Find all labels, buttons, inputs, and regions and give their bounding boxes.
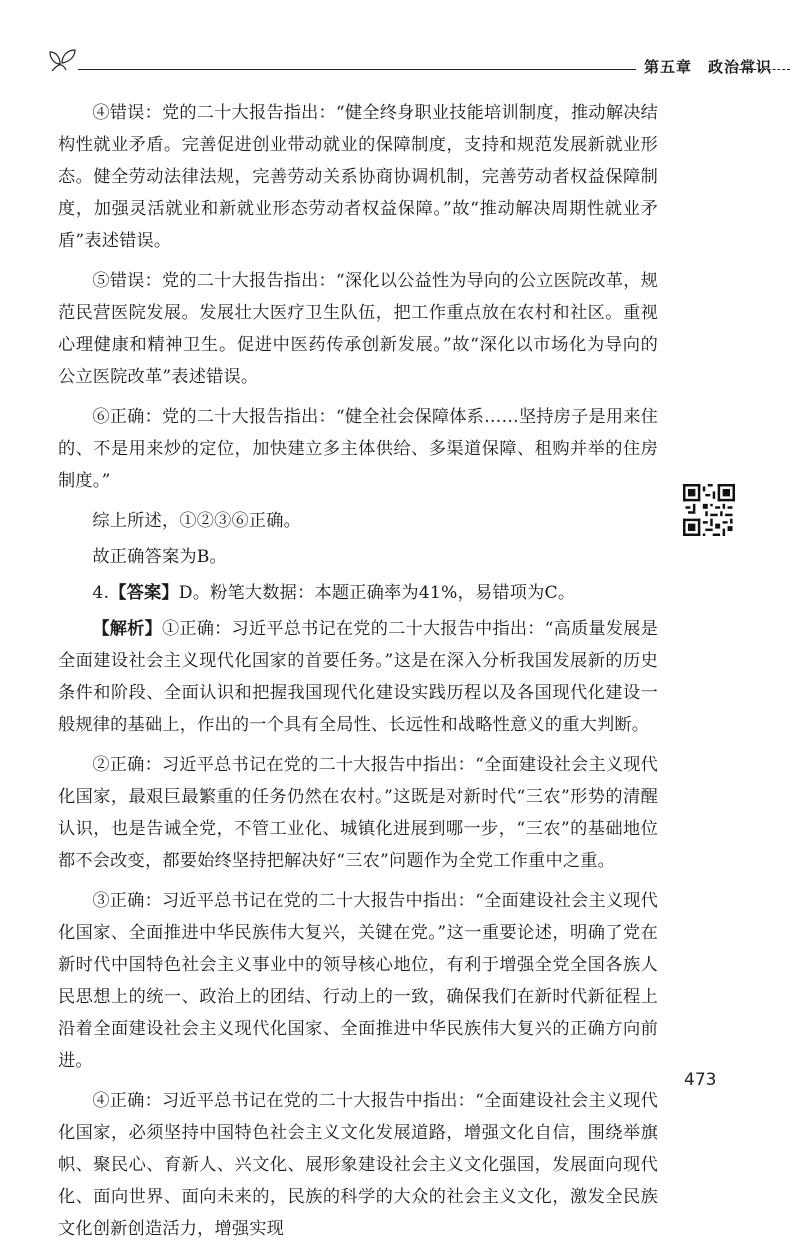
paragraph: ②正确：习近平总书记在党的二十大报告中指出：“全面建设社会主义现代化国家，最艰巨最繁重的任务仍然在农村。”这既是对新时代“三农”形势的清醒认识，也是告诫全党，不管工业化、城镇化进展到哪一步，“三农”的基础地位都不会改变，都要始终坚持把解决好“三农”问题作为全党工作重中之重。 bbox=[58, 755, 658, 871]
paragraph: ⑤错误：党的二十大报告指出：“深化以公益性为导向的公立医院改革，规范民营医院发展。发展壮大医疗卫生队伍，把工作重点放在农村和社区。重视心理健康和精神卫生。促进中医药传承创新发展。”故“深化以市场化为导向的公立医院改革”表述错误。 bbox=[58, 271, 658, 387]
paragraph: ④错误：党的二十大报告指出：“健全终身职业技能培训制度，推动解决结构性就业矛盾。完善促进创业带动就业的保障制度，支持和规范发展新就业形态。健全劳动法律法规，完善劳动关系协商协调机制，完善劳动者权益保障制度，加强灵活就业和新就业形态劳动者权益保障。”故“推动解决周期性就业矛盾”表述错误。 bbox=[58, 103, 658, 251]
question-number: 4. bbox=[92, 583, 110, 603]
analysis-text: ①正确：习近平总书记在党的二十大报告中指出：“高质量发展是全面建设社会主义现代化国家的首要任务。”这是在深入分析我国发展新的历史条件和阶段、全面认识和把握我国现代化建设实践历程以及各国现代化建设一般规律的基础上，作出的一个具有全局性、长远性和战略性意义的重大判断。 bbox=[58, 619, 658, 735]
analysis-label: 【解析】 bbox=[92, 619, 162, 639]
leaf-icon bbox=[48, 44, 80, 74]
analysis-paragraph bbox=[58, 613, 658, 741]
header-rule-dashed bbox=[734, 69, 790, 70]
answer-conclusion: 故正确答案为B。 bbox=[92, 547, 227, 567]
answer-text: D。粉笔大数据：本题正确率为41%，易错项为C。 bbox=[178, 583, 576, 603]
qr-code-icon bbox=[683, 484, 735, 536]
answer-label: 【答案】 bbox=[109, 583, 179, 603]
page-number: 473 bbox=[684, 1070, 717, 1090]
header-rule bbox=[78, 69, 636, 70]
paragraph: ⑥正确：党的二十大报告指出：“健全社会保障体系……坚持房子是用来住的、不是用来炒的定位，加快建立多主体供给、多渠道保障、租购并举的住房制度。” bbox=[58, 407, 658, 491]
answer-line bbox=[58, 577, 658, 609]
chapter-title: 第五章 政治常识 bbox=[644, 58, 773, 76]
summary-line: 综上所述，①②③⑥正确。 bbox=[92, 511, 302, 531]
paragraph: ④正确：习近平总书记在党的二十大报告中指出：“全面建设社会主义现代化国家，必须坚持中国特色社会主义文化发展道路，增强文化自信，围绕举旗帜、聚民心、育新人、兴文化、展形象建设社会主义文化强国，发展面向现代化、面向世界、面向未来的，民族的科学的大众的社会主义文化，激发全民族文化创新创造活力，增强实现 bbox=[58, 1091, 658, 1239]
page-header bbox=[48, 44, 790, 76]
paragraph: ③正确：习近平总书记在党的二十大报告中指出：“全面建设社会主义现代化国家、全面推进中华民族伟大复兴，关键在党。”这一重要论述，明确了党在新时代中国特色社会主义事业中的领导核心地位，有利于增强全党全国各族人民思想上的统一、政治上的团结、行动上的一致，确保我们在新时代新征程上沿着全面建设社会主义现代化国家、全面推进中华民族伟大复兴的正确方向前进。 bbox=[58, 891, 658, 1071]
page-content bbox=[58, 97, 658, 1253]
